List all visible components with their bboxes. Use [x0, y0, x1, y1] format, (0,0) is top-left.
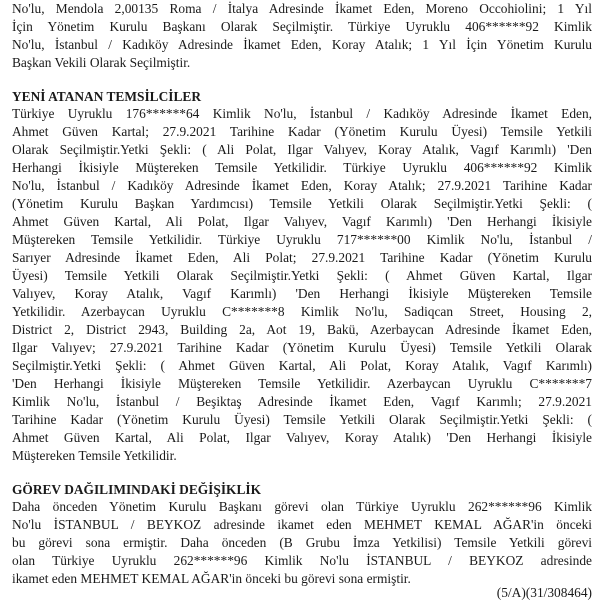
paragraph-line: District 2, District 2943, Building 2a, Aot 19, Bakü, Azerbaycan Adresinde İkamet Eden,: [12, 322, 592, 337]
paragraph-line: Müştereken Temsile Yetkilidir. Türkiye Uyruklu 717******00 Kimlik No'lu, İstanbul /: [12, 232, 592, 247]
paragraph-line: Sarıyer Adresinde İkamet Eden, Ali Polat; 27.9.2021 Tarihine Kadar (Yönetim Kurulu: [12, 250, 592, 265]
paragraph-line: Ahmet Güven Kartal, Ali Polat, Ilgar Valıyev, Koray Atalık) 'Den Herhangi İkisiyle: [12, 430, 592, 445]
paragraph-line: Valıyev, Koray Atalık, Vagıf Karımlı) 'Den Herhangi İkisiyle Müştereken Temsile: [12, 286, 592, 301]
paragraph-line: Kimlik No'lu, İstanbul / Beşiktaş Adresinde İkamet Eden, Vagıf Karımlı; 27.9.2021: [12, 394, 592, 409]
paragraph-line: Ahmet Güven Kartal, Ali Polat, Ilgar Valıyev, Vagıf Karımlı) 'Den Herhangi İkisiyle: [12, 214, 592, 229]
paragraph-line: ikamet eden MEHMET KEMAL AĞAR'in önceki bu görevi sona ermiştir.: [12, 571, 411, 586]
paragraph-line: Olarak Seçilmiştir.Yetki Şekli: ( Ali Polat, Ilgar Valıyev, Koray Atalık, Vagıf Karımlı) 'Den: [12, 142, 592, 157]
intro-line: No'lu, Mendola 2,00135 Roma / İtalya Adresinde İkamet Eden, Moreno Occohiolini; 1 Yıl: [12, 1, 592, 16]
intro-line: İçin Yönetim Kurulu Başkanı Olarak Seçilmiştir. Türkiye Uyruklu 406******92 Kimlik: [12, 19, 592, 34]
section-heading-new-representatives: YENİ ATANAN TEMSİLCİLER: [12, 89, 201, 104]
paragraph-line: (Yönetim Kurulu Başkan Yardımcısı) Temsile Yetkili Olarak Seçilmiştir.Yetki Şekli: (: [12, 196, 592, 211]
reference-code: (5/A)(31/308464): [496, 585, 592, 600]
paragraph-line: Türkiye Uyruklu 176******64 Kimlik No'lu, İstanbul / Kadıköy Adresinde İkamet Eden,: [12, 106, 592, 121]
paragraph-line: Üyesi) Temsile Yetkili Olarak Seçilmiştir.Yetki Şekli: ( Ahmet Güven Kartal, Ilgar: [12, 268, 592, 283]
intro-line: No'lu, İstanbul / Kadıköy Adresinde İkamet Eden, Koray Atalık; 1 Yıl İçin Yönetim Kurulu: [12, 37, 592, 52]
paragraph-line: No'lu, İstanbul / Kadıköy Adresinde İkamet Eden, Koray Atalık; 27.9.2021 Tarihine Kadar: [12, 178, 592, 193]
intro-line: Başkan Vekili Olarak Seçilmiştir.: [12, 55, 191, 70]
paragraph-line: 'Den Herhangi İkisiyle Müştereken Temsile Yetkilidir. Azerbaycan Uyruklu C*******7: [12, 376, 592, 391]
paragraph-line: bu görevi sona ermiştir. Daha önceden (B Grubu İmza Yetkilisi) Temsile Yetkili görevi: [12, 535, 592, 550]
paragraph-line: Herhangi İkisiyle Müştereken Temsile Yetkilidir. Türkiye Uyruklu 406******92 Kimlik: [12, 160, 592, 175]
paragraph-line: Ahmet Güven Kartal; 27.9.2021 Tarihine Kadar (Yönetim Kurulu Üyesi) Temsile Yetkili: [12, 124, 592, 139]
paragraph-line: Yetkilidir. Azerbaycan Uyruklu C*******8 Kimlik No'lu, Sadiqcan Street, Housing 2,: [12, 304, 592, 319]
paragraph-line: No'lu İSTANBUL / BEYKOZ adresinde ikamet eden MEHMET KEMAL AĞAR'in önceki: [12, 517, 592, 532]
paragraph-line: Seçilmiştir.Yetki Şekli: ( Ahmet Güven Kartal, Ali Polat, Koray Atalık, Vagıf Karımlı): [12, 358, 592, 373]
paragraph-line: Tarihine Kadar (Yönetim Kurulu Üyesi) Temsile Yetkili Olarak Seçilmiştir.Yetki Şekli: (: [12, 412, 592, 427]
paragraph-line: olan Türkiye Uyruklu 262******96 Kimlik No'lu İSTANBUL / BEYKOZ adresinde: [12, 553, 592, 568]
section-heading-duty-change: GÖREV DAĞILIMINDAKİ DEĞİŞİKLİK: [12, 482, 262, 497]
paragraph-line: Daha önceden Yönetim Kurulu Başkanı görevi olan Türkiye Uyruklu 262******96 Kimlik: [12, 499, 592, 514]
paragraph-line: Müştereken Temsile Yetkilidir.: [12, 448, 177, 463]
paragraph-line: Ilgar Valıyev; 27.9.2021 Tarihine Kadar (Yönetim Kurulu Üyesi) Temsile Yetkili Olarak: [12, 340, 592, 355]
